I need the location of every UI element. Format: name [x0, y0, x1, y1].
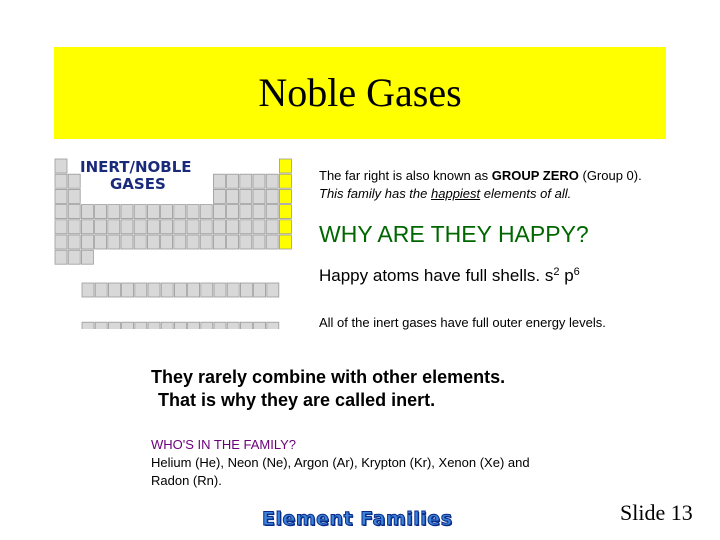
table-cell: [240, 189, 252, 203]
table-cell: [81, 220, 93, 234]
table-cell: [147, 235, 159, 249]
table-cell: [201, 283, 213, 297]
table-cell: [254, 322, 266, 329]
table-cell: [253, 235, 265, 249]
table-cell: [148, 283, 160, 297]
family-members: [151, 436, 571, 490]
table-cell: [266, 205, 278, 219]
table-cell: [95, 220, 107, 234]
table-cell: [214, 283, 226, 297]
periodic-table-image: [54, 157, 294, 329]
intro-line2-text: This family has the: [319, 186, 431, 201]
who-members-list: Helium (He), Neon (Ne), Argon (Ar), Krypton (Kr), Xenon (Xe) and Radon (Rn).: [151, 455, 530, 488]
table-cell: [279, 220, 291, 234]
table-cell: [240, 174, 252, 188]
table-cell: [135, 322, 147, 329]
table-cell: [253, 174, 265, 188]
page-title: Noble Gases: [258, 70, 462, 115]
table-cell: [174, 220, 186, 234]
s-superscript: 2: [553, 266, 560, 278]
happy-atoms-line: [319, 265, 580, 287]
table-cell: [68, 189, 80, 203]
table-cell: [108, 235, 120, 249]
table-cell: [213, 205, 225, 219]
table-cell: [121, 235, 133, 249]
table-cell: [121, 205, 133, 219]
table-cell: [68, 220, 80, 234]
table-cell: [227, 322, 239, 329]
table-cell: [227, 174, 239, 188]
table-cell: [253, 220, 265, 234]
table-cell: [161, 283, 173, 297]
table-cell: [122, 322, 134, 329]
who-heading: WHO'S IN THE FAMILY?: [151, 437, 297, 452]
table-cell: [135, 283, 147, 297]
why-heading: WHY ARE THEY HAPPY?: [319, 221, 589, 247]
table-cell: [81, 235, 93, 249]
table-cell: [213, 220, 225, 234]
table-cell: [55, 189, 67, 203]
intro-line2-end: elements of all.: [480, 186, 572, 201]
table-label-line1: INERT/NOBLE: [80, 158, 192, 176]
happy-text: Happy atoms have full shells. s: [319, 266, 554, 285]
table-cell: [266, 220, 278, 234]
table-cell: [55, 250, 67, 264]
table-cell: [82, 322, 94, 329]
group-zero-bold: GROUP ZERO: [491, 168, 579, 183]
full-outer-levels: All of the inert gases have full outer energy levels.: [319, 315, 606, 330]
table-cell: [68, 250, 80, 264]
table-cell: [227, 220, 239, 234]
table-cell: [200, 205, 212, 219]
table-cell: [81, 250, 93, 264]
table-cell: [266, 235, 278, 249]
table-cell: [213, 174, 225, 188]
rarely-combine-text: [151, 366, 505, 412]
table-cell: [134, 220, 146, 234]
table-cell: [68, 174, 80, 188]
table-cell: [161, 205, 173, 219]
table-cell: [266, 174, 278, 188]
table-cell: [227, 189, 239, 203]
rarely-line1: They rarely combine with other elements.: [151, 367, 506, 387]
table-cell: [279, 189, 291, 203]
table-cell: [161, 235, 173, 249]
table-cell: [161, 220, 173, 234]
table-cell: [227, 235, 239, 249]
table-cell: [200, 235, 212, 249]
table-cell: [187, 220, 199, 234]
table-cell: [188, 322, 200, 329]
table-cell: [95, 235, 107, 249]
table-cell: [108, 220, 120, 234]
table-cell: [134, 235, 146, 249]
table-cell: [174, 235, 186, 249]
table-cell: [279, 159, 291, 173]
periodic-table-graphic: [54, 157, 294, 329]
table-cell: [240, 283, 252, 297]
table-cell: [68, 235, 80, 249]
element-families-logo: Element Families: [262, 508, 453, 530]
intro-text: [319, 167, 699, 203]
table-cell: [200, 220, 212, 234]
table-cell: [108, 205, 120, 219]
table-cell: [187, 235, 199, 249]
table-cell: [134, 205, 146, 219]
table-cell: [174, 322, 186, 329]
table-cell: [82, 283, 94, 297]
table-cell: [81, 205, 93, 219]
table-cell: [240, 205, 252, 219]
rarely-line2: That is why they are called inert.: [158, 390, 436, 410]
table-cell: [213, 189, 225, 203]
title-banner: [54, 47, 666, 139]
table-cell: [174, 205, 186, 219]
table-cell: [188, 283, 200, 297]
table-cell: [227, 283, 239, 297]
intro-line1-end: (Group 0).: [578, 168, 642, 183]
happiest-underlined: happiest: [431, 186, 481, 201]
table-cell: [266, 189, 278, 203]
table-cell: [253, 189, 265, 203]
table-cell: [55, 205, 67, 219]
table-cell: [108, 283, 120, 297]
table-cell: [161, 322, 173, 329]
table-cell: [55, 220, 67, 234]
table-cell: [187, 205, 199, 219]
table-cell: [95, 205, 107, 219]
table-cell: [240, 220, 252, 234]
table-cell: [147, 220, 159, 234]
p-text: p: [559, 266, 574, 285]
table-cell: [213, 235, 225, 249]
table-cell: [279, 174, 291, 188]
intro-line1-text: The far right is also known as: [319, 168, 492, 183]
table-label-line2: GASES: [110, 175, 166, 193]
table-cell: [55, 235, 67, 249]
table-cell: [240, 322, 252, 329]
table-cell: [253, 205, 265, 219]
table-cell: [147, 205, 159, 219]
table-cell: [267, 283, 279, 297]
table-cell: [279, 205, 291, 219]
table-cell: [148, 322, 160, 329]
table-cell: [174, 283, 186, 297]
slide-number: Slide 13: [620, 500, 693, 525]
p-superscript: 6: [573, 266, 580, 278]
table-cell: [95, 322, 107, 329]
table-cell: [267, 322, 279, 329]
table-cell: [227, 205, 239, 219]
table-cell: [55, 174, 67, 188]
table-cell: [55, 159, 67, 173]
table-cell: [240, 235, 252, 249]
table-cell: [122, 283, 134, 297]
table-cell: [279, 235, 291, 249]
table-cell: [95, 283, 107, 297]
table-cell: [121, 220, 133, 234]
table-cell: [108, 322, 120, 329]
table-cell: [214, 322, 226, 329]
table-cell: [68, 205, 80, 219]
table-cell: [254, 283, 266, 297]
table-cell: [201, 322, 213, 329]
